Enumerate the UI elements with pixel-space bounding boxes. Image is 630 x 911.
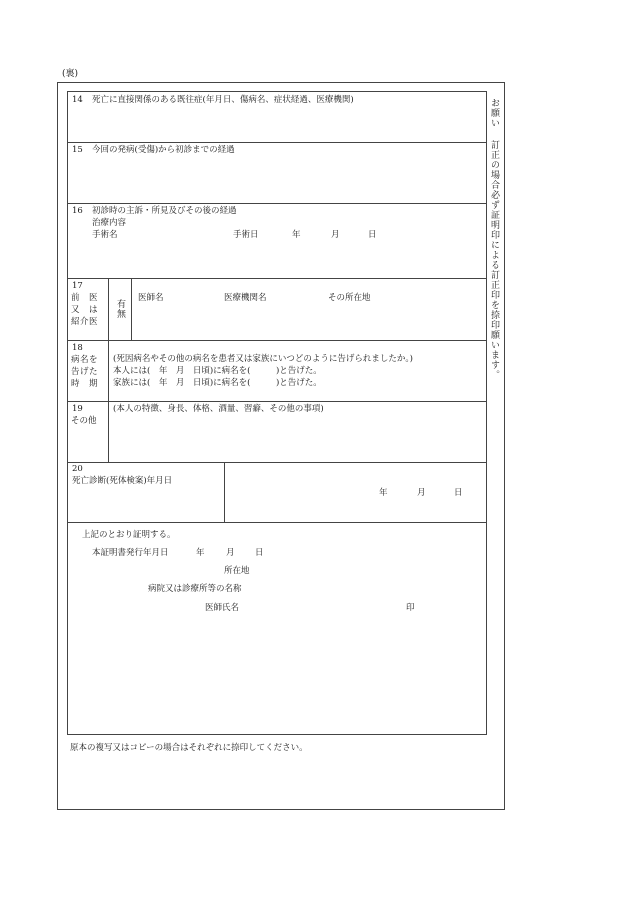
section-17-label-line3: 紹介医 bbox=[71, 317, 99, 327]
divider bbox=[108, 278, 109, 340]
death-diagnosis-date-label: 死亡診断(死体検案)年月日 bbox=[72, 476, 173, 486]
surgery-day-label: 日 bbox=[368, 230, 377, 240]
section-18-label-line2: 告げた bbox=[71, 367, 99, 377]
section-17-label-line1: 前 医 bbox=[71, 293, 99, 303]
section-15-field[interactable] bbox=[70, 158, 484, 201]
surgery-year-label: 年 bbox=[292, 230, 301, 240]
institution-address-label: その所在地 bbox=[328, 293, 371, 303]
hospital-name-label: 病院又は診療所等の名称 bbox=[148, 584, 242, 594]
section-18-label-line1: 病名を bbox=[71, 355, 99, 365]
section-19-label: その他 bbox=[71, 416, 97, 426]
surgery-name-label: 手術名 bbox=[92, 230, 118, 240]
divider bbox=[108, 340, 109, 462]
seal-mark: 印 bbox=[406, 603, 415, 613]
death-year-label: 年 bbox=[379, 488, 388, 498]
divider bbox=[67, 142, 487, 143]
signature-field[interactable] bbox=[260, 562, 450, 618]
doctor-signature-label: 医師氏名 bbox=[205, 603, 240, 613]
section-19-description: (本人の特徴、身長、体格、酒量、習癖、その他の事項) bbox=[113, 404, 324, 414]
section-20-number: 20 bbox=[72, 464, 83, 474]
divider bbox=[224, 462, 225, 522]
side-note-text: 訂正の場合必ず証明印による訂正印を捺印願います。 bbox=[489, 140, 499, 380]
divider bbox=[67, 278, 487, 279]
section-14-title: 死亡に直接関係のある既往症(年月日、傷病名、症状経過、医療機関) bbox=[92, 95, 354, 105]
section-18-label-line3: 時 期 bbox=[71, 379, 99, 389]
section-17-field[interactable] bbox=[134, 306, 484, 338]
surgery-date-label: 手術日 bbox=[233, 230, 259, 240]
side-note-title: お願い bbox=[489, 98, 499, 128]
section-19-field[interactable] bbox=[111, 417, 484, 460]
divider bbox=[67, 401, 487, 402]
presence-checkbox-label[interactable]: 有無 bbox=[115, 299, 125, 319]
issue-date-label: 本証明書発行年月日 bbox=[92, 548, 169, 558]
doctor-name-label: 医師名 bbox=[138, 293, 164, 303]
issue-month-label: 月 bbox=[226, 548, 235, 558]
section-15-number: 15 bbox=[72, 145, 83, 155]
divider bbox=[131, 278, 132, 340]
section-16-title: 初診時の主訴・所見及びその後の経過 bbox=[92, 206, 237, 216]
issue-year-label: 年 bbox=[196, 548, 205, 558]
section-17-number: 17 bbox=[72, 281, 83, 291]
section-19-number: 19 bbox=[72, 404, 83, 414]
section-15-title: 今回の発病(受傷)から初診までの経過 bbox=[92, 145, 235, 155]
divider bbox=[67, 522, 487, 523]
copy-seal-note: 原本の複写又はコピーの場合はそれぞれに捺印してください。 bbox=[70, 743, 308, 753]
treatment-label: 治療内容 bbox=[92, 218, 127, 228]
location-label: 所在地 bbox=[224, 566, 250, 576]
section-17-label-line2: 又 は bbox=[71, 305, 99, 315]
section-14-number: 14 bbox=[72, 95, 83, 105]
section-16-number: 16 bbox=[72, 206, 83, 216]
disclosure-to-patient[interactable]: 本人には( 年 月 日頃)に病名を( )と告げた。 bbox=[113, 366, 322, 376]
divider bbox=[67, 340, 487, 341]
divider bbox=[67, 203, 487, 204]
disclosure-to-family[interactable]: 家族には( 年 月 日頃)に病名を( )と告げた。 bbox=[113, 378, 322, 388]
death-month-label: 月 bbox=[417, 488, 426, 498]
diagnosis-disclosure-question: (死因病名やその他の病名を患者又は家族にいつどのように告げられましたか。) bbox=[113, 354, 413, 364]
section-14-field[interactable] bbox=[70, 108, 484, 140]
back-side-label: (裏) bbox=[62, 69, 79, 79]
section-18-number: 18 bbox=[72, 343, 83, 353]
divider bbox=[67, 462, 487, 463]
issue-day-label: 日 bbox=[255, 548, 264, 558]
death-date-field[interactable] bbox=[227, 465, 372, 519]
death-day-label: 日 bbox=[454, 488, 463, 498]
institution-name-label: 医療機関名 bbox=[224, 293, 267, 303]
surgery-month-label: 月 bbox=[331, 230, 340, 240]
section-16-field[interactable] bbox=[70, 244, 484, 276]
certification-statement: 上記のとおり証明する。 bbox=[82, 530, 176, 540]
